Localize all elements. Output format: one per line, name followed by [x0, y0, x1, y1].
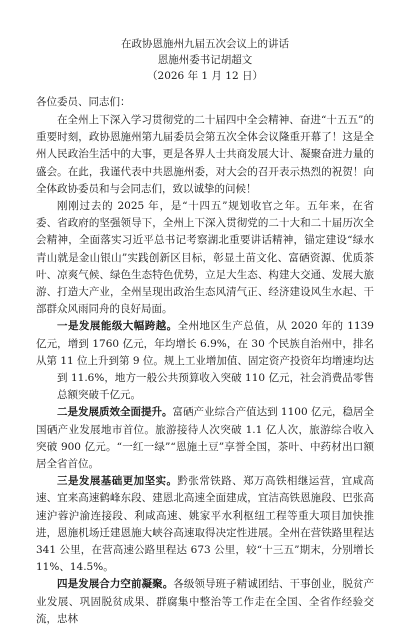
paragraph	[36, 198, 374, 318]
paragraph	[36, 576, 374, 628]
speech-date: （2026 年 1 月 12 日）	[147, 70, 263, 82]
speaker-line: 恩施州委书记胡超文	[157, 54, 253, 66]
paragraph-lead: 三是发展基础更加坚实。	[57, 475, 178, 488]
paragraph-text: 黔张常铁路、郑万高铁相继运营，宜咸高速、宜来高速鹤峰东段、建恩北高速全面建成，宜洁高铁恩施段、巴张高速沪蓉沪渝连接段、利咸高速、姚家平水利枢纽工程等重大项目加快推进，恩施机场迁建恩施大峡谷高速取得决定性进展。全州在营铁路里程达 341 公里，在营高速公路里程达 673 公里，较“十三五”期末，分别增长 11%、14.5%。	[36, 475, 375, 574]
paragraph-text: 全州地区生产总值，从 2020 年的 1139 亿元，增到 1760 亿元，年均增长 6.9%，在 30 个民族自治州中，排名从第 11 位上升到第 9 位。规上工业增加值、固定资产投资年均增速均达	[36, 320, 374, 367]
paragraph	[36, 370, 374, 404]
paragraph-lead: 一是发展能级大幅跨越。	[57, 320, 178, 333]
paragraph-lead: 四是发展合力空前凝聚。	[57, 578, 174, 591]
paragraph-text: 刚刚过去的 2025 年，是“十四五”规划收官之年。五年来，在省委、省政府的坚强领导下，全州上下深入贯彻党的二十大和二十届历次全会精神，全面落实习近平总书记考察湖北重要讲话精神，锚定建设“绿水青山就是金山银山”实践创新区目标，彰显土苗文化、富硒资源、优质茶叶、凉爽气候、绿色生态特色优势，立足大生态、构建大交通、发展大旅游、打造大产业，全州呈现出政治生态风清气正、经济建设风生水起、干部群众风雨同舟的良好局面。	[36, 200, 374, 316]
paragraph	[36, 112, 374, 198]
speech-title: 在政协恩施州九届五次会议上的讲话	[121, 38, 289, 50]
paragraph	[36, 473, 374, 576]
paragraph-text: 到 11.6%，地方一般公共预算收入突破 110 亿元，社会消费品零售总额突破千亿元。	[57, 372, 374, 402]
speech-body	[36, 112, 374, 628]
paragraph-lead: 二是发展质效全面提升。	[57, 406, 173, 419]
paragraph-text: 在全州上下深入学习贯彻党的二十届四中全会精神、奋进“十五五”的重要时刻，政协恩施州第九届委员会第五次全体会议隆重开幕了！这是全州人民政治生活中的大事，更是各界人士共商发展大计、凝聚奋进力量的盛会。在此，我谨代表中共恩施州委，对大会的召开表示热烈的祝贺！向全体政协委员和与会同志们，致以诚挚的问候！	[36, 114, 374, 195]
document-header	[36, 36, 374, 84]
paragraph-text: 各级领导班子精诚团结、干事创业，脱贫产业发展、巩固脱贫成果、群腐集中整治等工作走在全国、全省作经验交流，忠林	[36, 578, 375, 625]
paragraph	[36, 404, 374, 473]
paragraph-text: 富硒产业综合产值达到 1100 亿元，稳居全国硒产业发展地市首位。旅游接待人次突破 1.1 亿人次，旅游综合收入突破 900 亿元。“一红一绿”“恩施土豆”享誉全国，茶叶、中药材出口额居全省首位。	[36, 406, 375, 471]
salutation: 各位委员、同志们：	[36, 96, 131, 108]
paragraph	[36, 318, 374, 370]
